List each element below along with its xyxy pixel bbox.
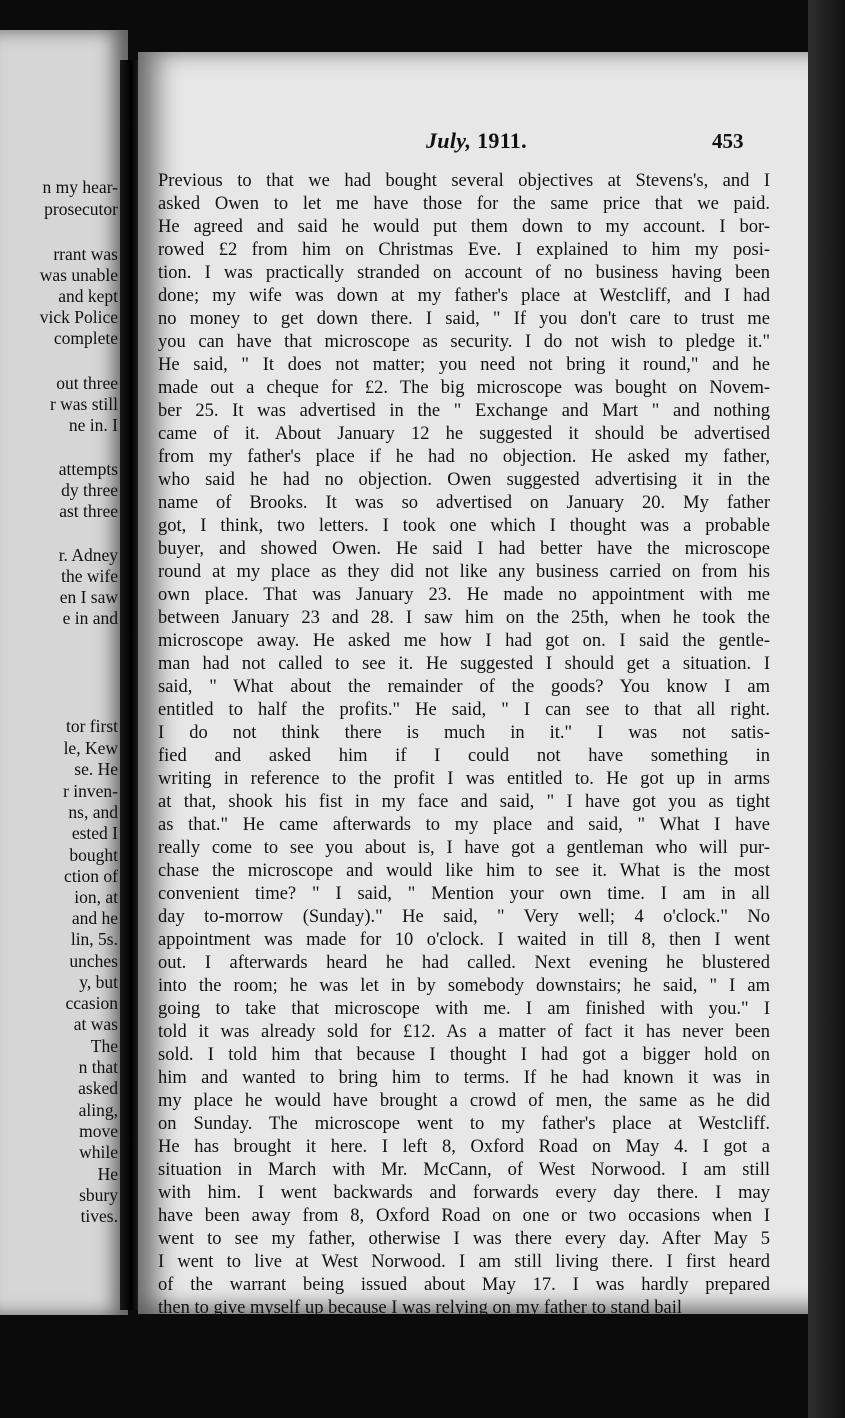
left-page-line: r inven- [63, 781, 118, 801]
left-page-line: vick Police [39, 307, 118, 327]
text-line: on Sunday. The microscope went to my father's place at Westcliff. [158, 1114, 770, 1134]
text-line: He said, " It does not matter; you need not bring it round," and he [158, 355, 770, 375]
text-line: name of Brooks. It was so advertised on January 20. My father [158, 493, 770, 513]
left-page-line: lin, 5s. [70, 929, 118, 949]
text-line: between January 23 and 28. I saw him on the 25th, when he took the [158, 608, 770, 628]
text-line: I do not think there is much in it." I was not satis- [158, 723, 770, 743]
text-line: microscope away. He asked me how I had got on. I said the gentle- [158, 631, 770, 651]
left-page-line: ne in. I [68, 415, 118, 435]
text-line: entitled to half the profits." He said, " I can see to that all right. [158, 700, 770, 720]
text-line: I went to live at West Norwood. I am still living there. I first heard [158, 1252, 770, 1272]
text-line: made out a cheque for £2. The big microscope was bought on Novem- [158, 378, 770, 398]
text-line: buyer, and showed Owen. He said I had better have the microscope [158, 539, 770, 559]
left-page-line: was unable [39, 265, 118, 285]
page-edge-shadow [808, 0, 845, 1418]
text-line: him and wanted to bring him to terms. If he had known it was in [158, 1068, 770, 1088]
text-line: no money to get down there. I said, " If you don't care to trust me [158, 309, 770, 329]
left-page-line: rrant was [53, 244, 118, 264]
left-page-line: The [90, 1036, 118, 1056]
left-page-line: n my hear- [42, 177, 118, 197]
left-page-line: r. Adney [58, 545, 118, 565]
left-page-line: le, Kew [63, 738, 118, 758]
left-page-line: ccasion [65, 993, 118, 1013]
text-line: own place. That was January 23. He made no appointment with me [158, 585, 770, 605]
text-line: fied and asked him if I could not have something in [158, 746, 770, 766]
text-line: writing in reference to the profit I was entitled to. He got up in arms [158, 769, 770, 789]
text-line: out. I afterwards heard he had called. Next evening he blustered [158, 953, 770, 973]
text-line: then to give myself up because I was relying on my father to stand bail [158, 1298, 683, 1318]
text-line: at that, shook his fist in my face and said, " I have got you as tight [158, 792, 770, 812]
left-page-line: aling, [78, 1100, 118, 1120]
text-line: with him. I went backwards and forwards every day there. I may [158, 1183, 770, 1203]
left-page-line: ested I [71, 823, 118, 843]
text-line: really come to see you about is, I have got a gentleman who will pur- [158, 838, 770, 858]
text-line: situation in March with Mr. McCann, of West Norwood. I am still [158, 1160, 770, 1180]
left-page-line: r was still [49, 394, 118, 414]
text-line: came of it. About January 12 he suggested it should be advertised [158, 424, 770, 444]
left-page-line: and he [71, 908, 118, 928]
text-line: chase the microscope and would like him to see it. What is the most [158, 861, 770, 881]
left-page-line: the wife [61, 566, 118, 586]
text-line: have been away from 8, Oxford Road on one or two occasions when I [158, 1206, 770, 1226]
header-year: 1911. [477, 128, 527, 153]
left-page-line: tives. [80, 1206, 118, 1226]
left-page-line: sbury [79, 1185, 118, 1205]
left-page-line: prosecutor [44, 199, 118, 219]
left-page-line: y, but [79, 972, 118, 992]
left-page-line: se. He [74, 759, 118, 779]
running-header-date [426, 128, 527, 154]
text-line: rowed £2 from him on Christmas Eve. I explained to him my posi- [158, 240, 770, 260]
text-line: said, " What about the remainder of the goods? You know I am [158, 677, 770, 697]
header-month: July, [426, 128, 472, 153]
text-line: from my father's place if he had no objection. He asked my father, [158, 447, 770, 467]
text-line: appointment was made for 10 o'clock. I waited in till 8, then I went [158, 930, 770, 950]
body-text [158, 170, 770, 1320]
text-line: going to take that microscope with me. I am finished with you." I [158, 999, 770, 1019]
text-line: He agreed and said he would put them down to my account. I bor- [158, 217, 770, 237]
left-page-line: bought [69, 845, 118, 865]
left-page-line: ion, at [74, 887, 118, 907]
text-line: told it was already sold for £12. As a matter of fact it has never been [158, 1022, 770, 1042]
text-line: as that." He came afterwards to my place and said, " What I have [158, 815, 770, 835]
text-line: got, I think, two letters. I took one which I thought was a probable [158, 516, 770, 536]
left-page-line: at was [73, 1014, 118, 1034]
text-line: my place he would have brought a crowd of men, the same as he did [158, 1091, 770, 1111]
text-line: asked Owen to let me have those for the same price that we paid. [158, 194, 770, 214]
text-line: He has brought it here. I left 8, Oxford Road on May 4. I got a [158, 1137, 770, 1157]
left-page-line: attempts [58, 459, 118, 479]
left-page-line: e in and [62, 608, 118, 628]
left-page-line: ction of [64, 866, 118, 886]
left-page-line: ns, and [68, 802, 118, 822]
page-number: 453 [712, 129, 744, 153]
text-line: who said he had no objection. Owen suggested advertising it in the [158, 470, 770, 490]
left-page-line: n that [78, 1057, 118, 1077]
left-page-line: while [79, 1142, 118, 1162]
text-line: day to-morrow (Sunday)." He said, " Very well; 4 o'clock." No [158, 907, 770, 927]
left-page-line: en I saw [59, 587, 118, 607]
text-line: round at my place as they did not like any business carried on from his [158, 562, 770, 582]
left-page-line: and kept [58, 286, 118, 306]
left-page-line: complete [53, 328, 118, 348]
text-line: ber 25. It was advertised in the " Exchange and Mart " and nothing [158, 401, 770, 421]
left-page-line: ast three [59, 501, 118, 521]
left-page-line: dy three [61, 480, 118, 500]
text-line: you can have that microscope as security. I do not wish to pledge it." [158, 332, 770, 352]
text-line: Previous to that we had bought several objectives at Stevens's, and I [158, 171, 770, 191]
text-line: went to see my father, otherwise I was there every day. After May 5 [158, 1229, 770, 1249]
left-page-line: unches [69, 951, 118, 971]
text-line: man had not called to see it. He suggested I should get a situation. I [158, 654, 770, 674]
left-page-line: out three [56, 373, 118, 393]
left-page-line: move [79, 1121, 118, 1141]
text-line: tion. I was practically stranded on account of no business having been [158, 263, 770, 283]
left-page-line: He [97, 1164, 118, 1184]
text-line: sold. I told him that because I thought I had got a bigger hold on [158, 1045, 770, 1065]
text-line: convenient time? " I said, " Mention your own time. I am in all [158, 884, 770, 904]
left-page-line: asked [78, 1078, 118, 1098]
text-line: into the room; he was let in by somebody downstairs; he said, " I am [158, 976, 770, 996]
text-line: done; my wife was down at my father's place at Westcliff, and I had [158, 286, 770, 306]
left-page-line: tor first [65, 716, 118, 736]
text-line: of the warrant being issued about May 17. I was hardly prepared [158, 1275, 770, 1295]
